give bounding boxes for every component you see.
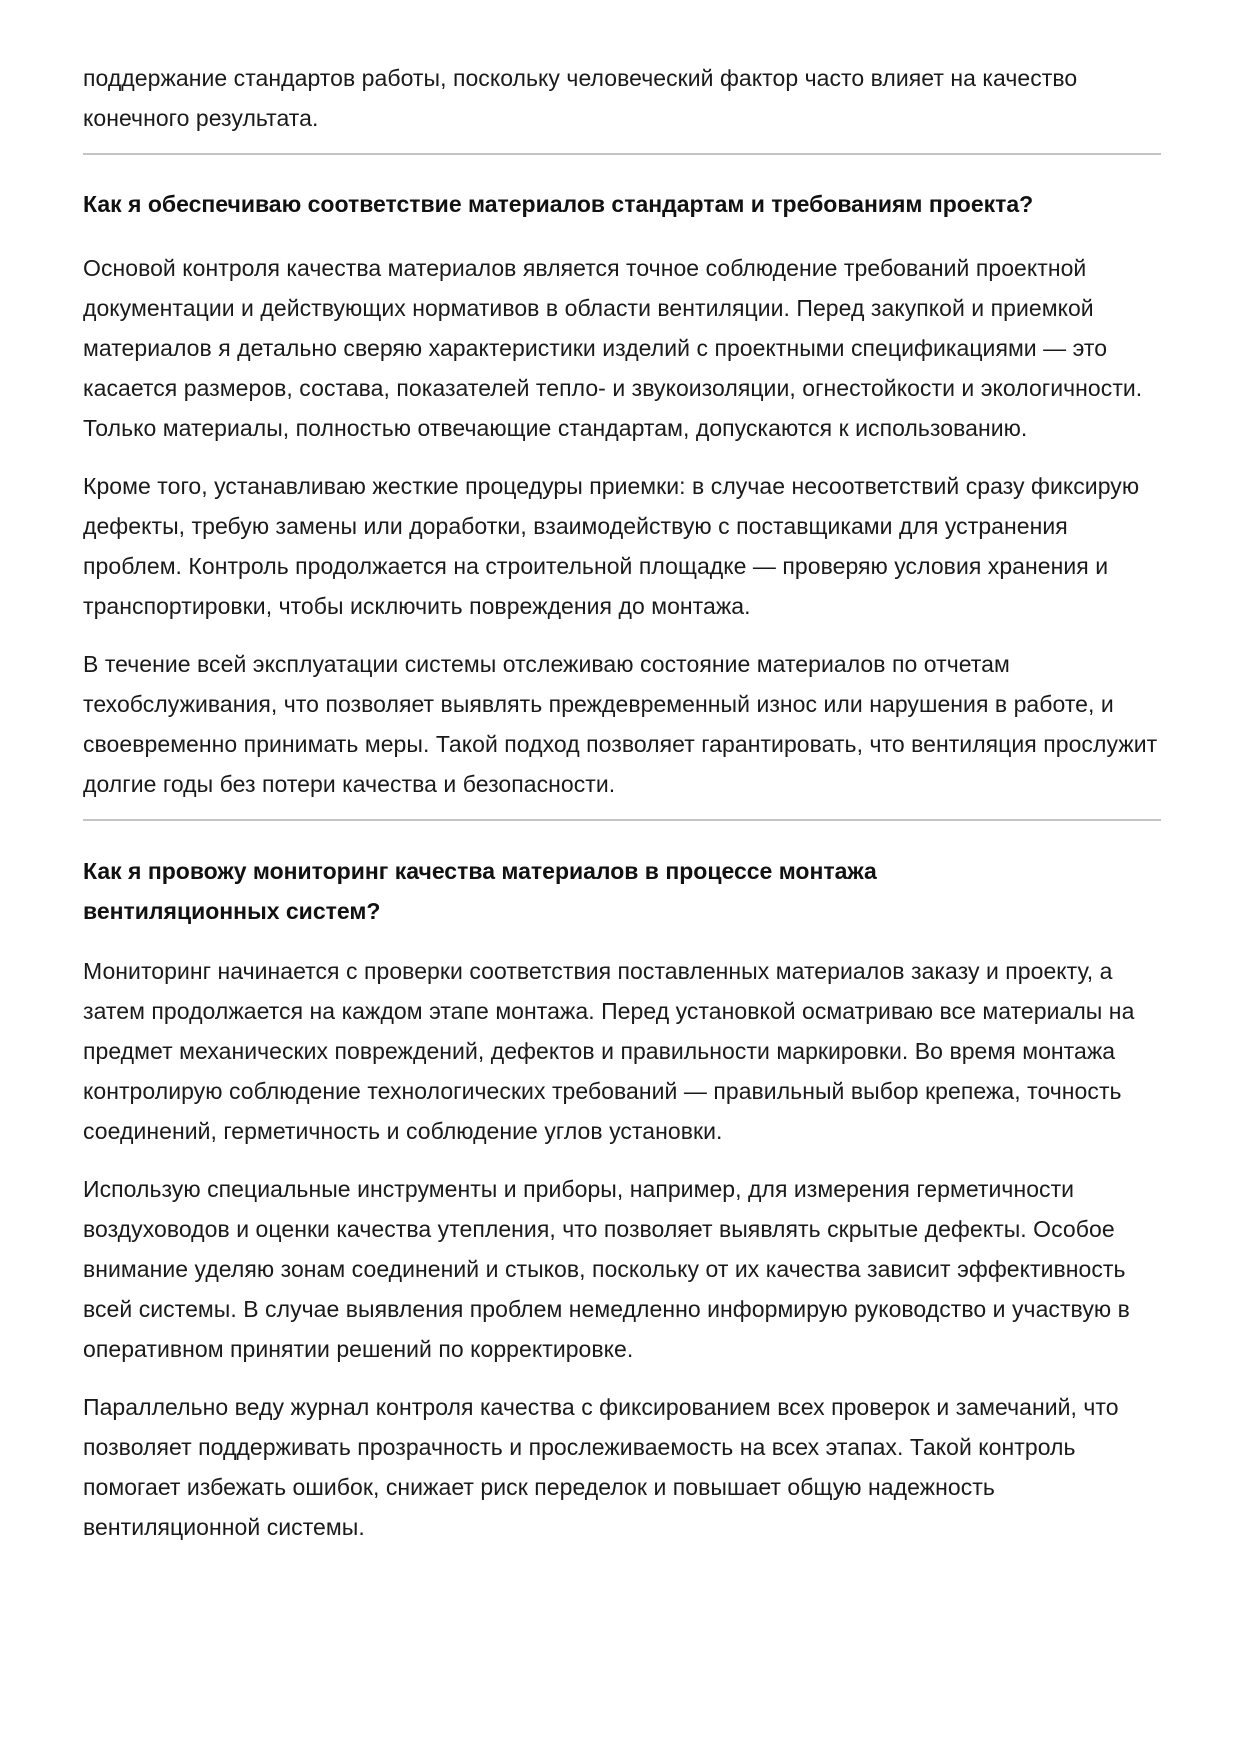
paragraph: Мониторинг начинается с проверки соответствия поставленных материалов заказу и проекту, а затем продолжается на каждом этапе монтажа. Перед установкой осматриваю все материалы на предмет механических повреждений, дефектов и правильности маркировки. Во время монтажа контролирую соблюдение технологических требований — правильный выбор крепежа, точность соединений, герметичность и соблюдение углов установки. (83, 958, 1135, 1144)
document-page (83, 58, 1161, 1547)
paragraph: Использую специальные инструменты и приборы, например, для измерения герметичности воздуховодов и оценки качества утепления, что позволяет выявлять скрытые дефекты. Особое внимание уделяю зонам соединений и стыков, поскольку от их качества зависит эффективность всей системы. В случае выявления проблем немедленно информирую руководство и участвую в оперативном принятии решений по корректировке. (83, 1176, 1130, 1362)
section-divider (83, 819, 1161, 821)
paragraph: Параллельно веду журнал контроля качества с фиксированием всех проверок и замечаний, что позволяет поддерживать прозрачность и прослеживаемость на всех этапах. Такой контроль помогает избежать ошибок, снижает риск переделок и повышает общую надежность вентиляционной системы. (83, 1394, 1119, 1540)
paragraph: Кроме того, устанавливаю жесткие процедуры приемки: в случае несоответствий сразу фиксирую дефекты, требую замены или доработки, взаимодействую с поставщиками для устранения проблем. Контроль продолжается на строительной площадке — проверяю условия хранения и транспортировки, чтобы исключить повреждения до монтажа. (83, 473, 1140, 619)
section-heading: Как я провожу мониторинг качества материалов в процессе монтажа вентиляционных систем? (83, 858, 877, 924)
section-divider (83, 153, 1161, 155)
section-materials-compliance (83, 184, 1161, 804)
section-installation-monitoring (83, 851, 1161, 1547)
intro-paragraph: поддержание стандартов работы, поскольку человеческий фактор часто влияет на качество конечного результата. (83, 65, 1078, 131)
paragraph: В течение всей эксплуатации системы отслеживаю состояние материалов по отчетам техобслуживания, что позволяет выявлять преждевременный износ или нарушения в работе, и своевременно принимать меры. Такой подход позволяет гарантировать, что вентиляция прослужит долгие годы без потери качества и безопасности. (83, 651, 1158, 797)
paragraph: Основой контроля качества материалов является точное соблюдение требований проектной документации и действующих нормативов в области вентиляции. Перед закупкой и приемкой материалов я детально сверяю характеристики изделий с проектными спецификациями — это касается размеров, состава, показателей тепло- и звукоизоляции, огнестойкости и экологичности. Только материалы, полностью отвечающие стандартам, допускаются к использованию. (83, 255, 1143, 441)
section-heading: Как я обеспечиваю соответствие материалов стандартам и требованиям проекта? (83, 191, 1034, 217)
